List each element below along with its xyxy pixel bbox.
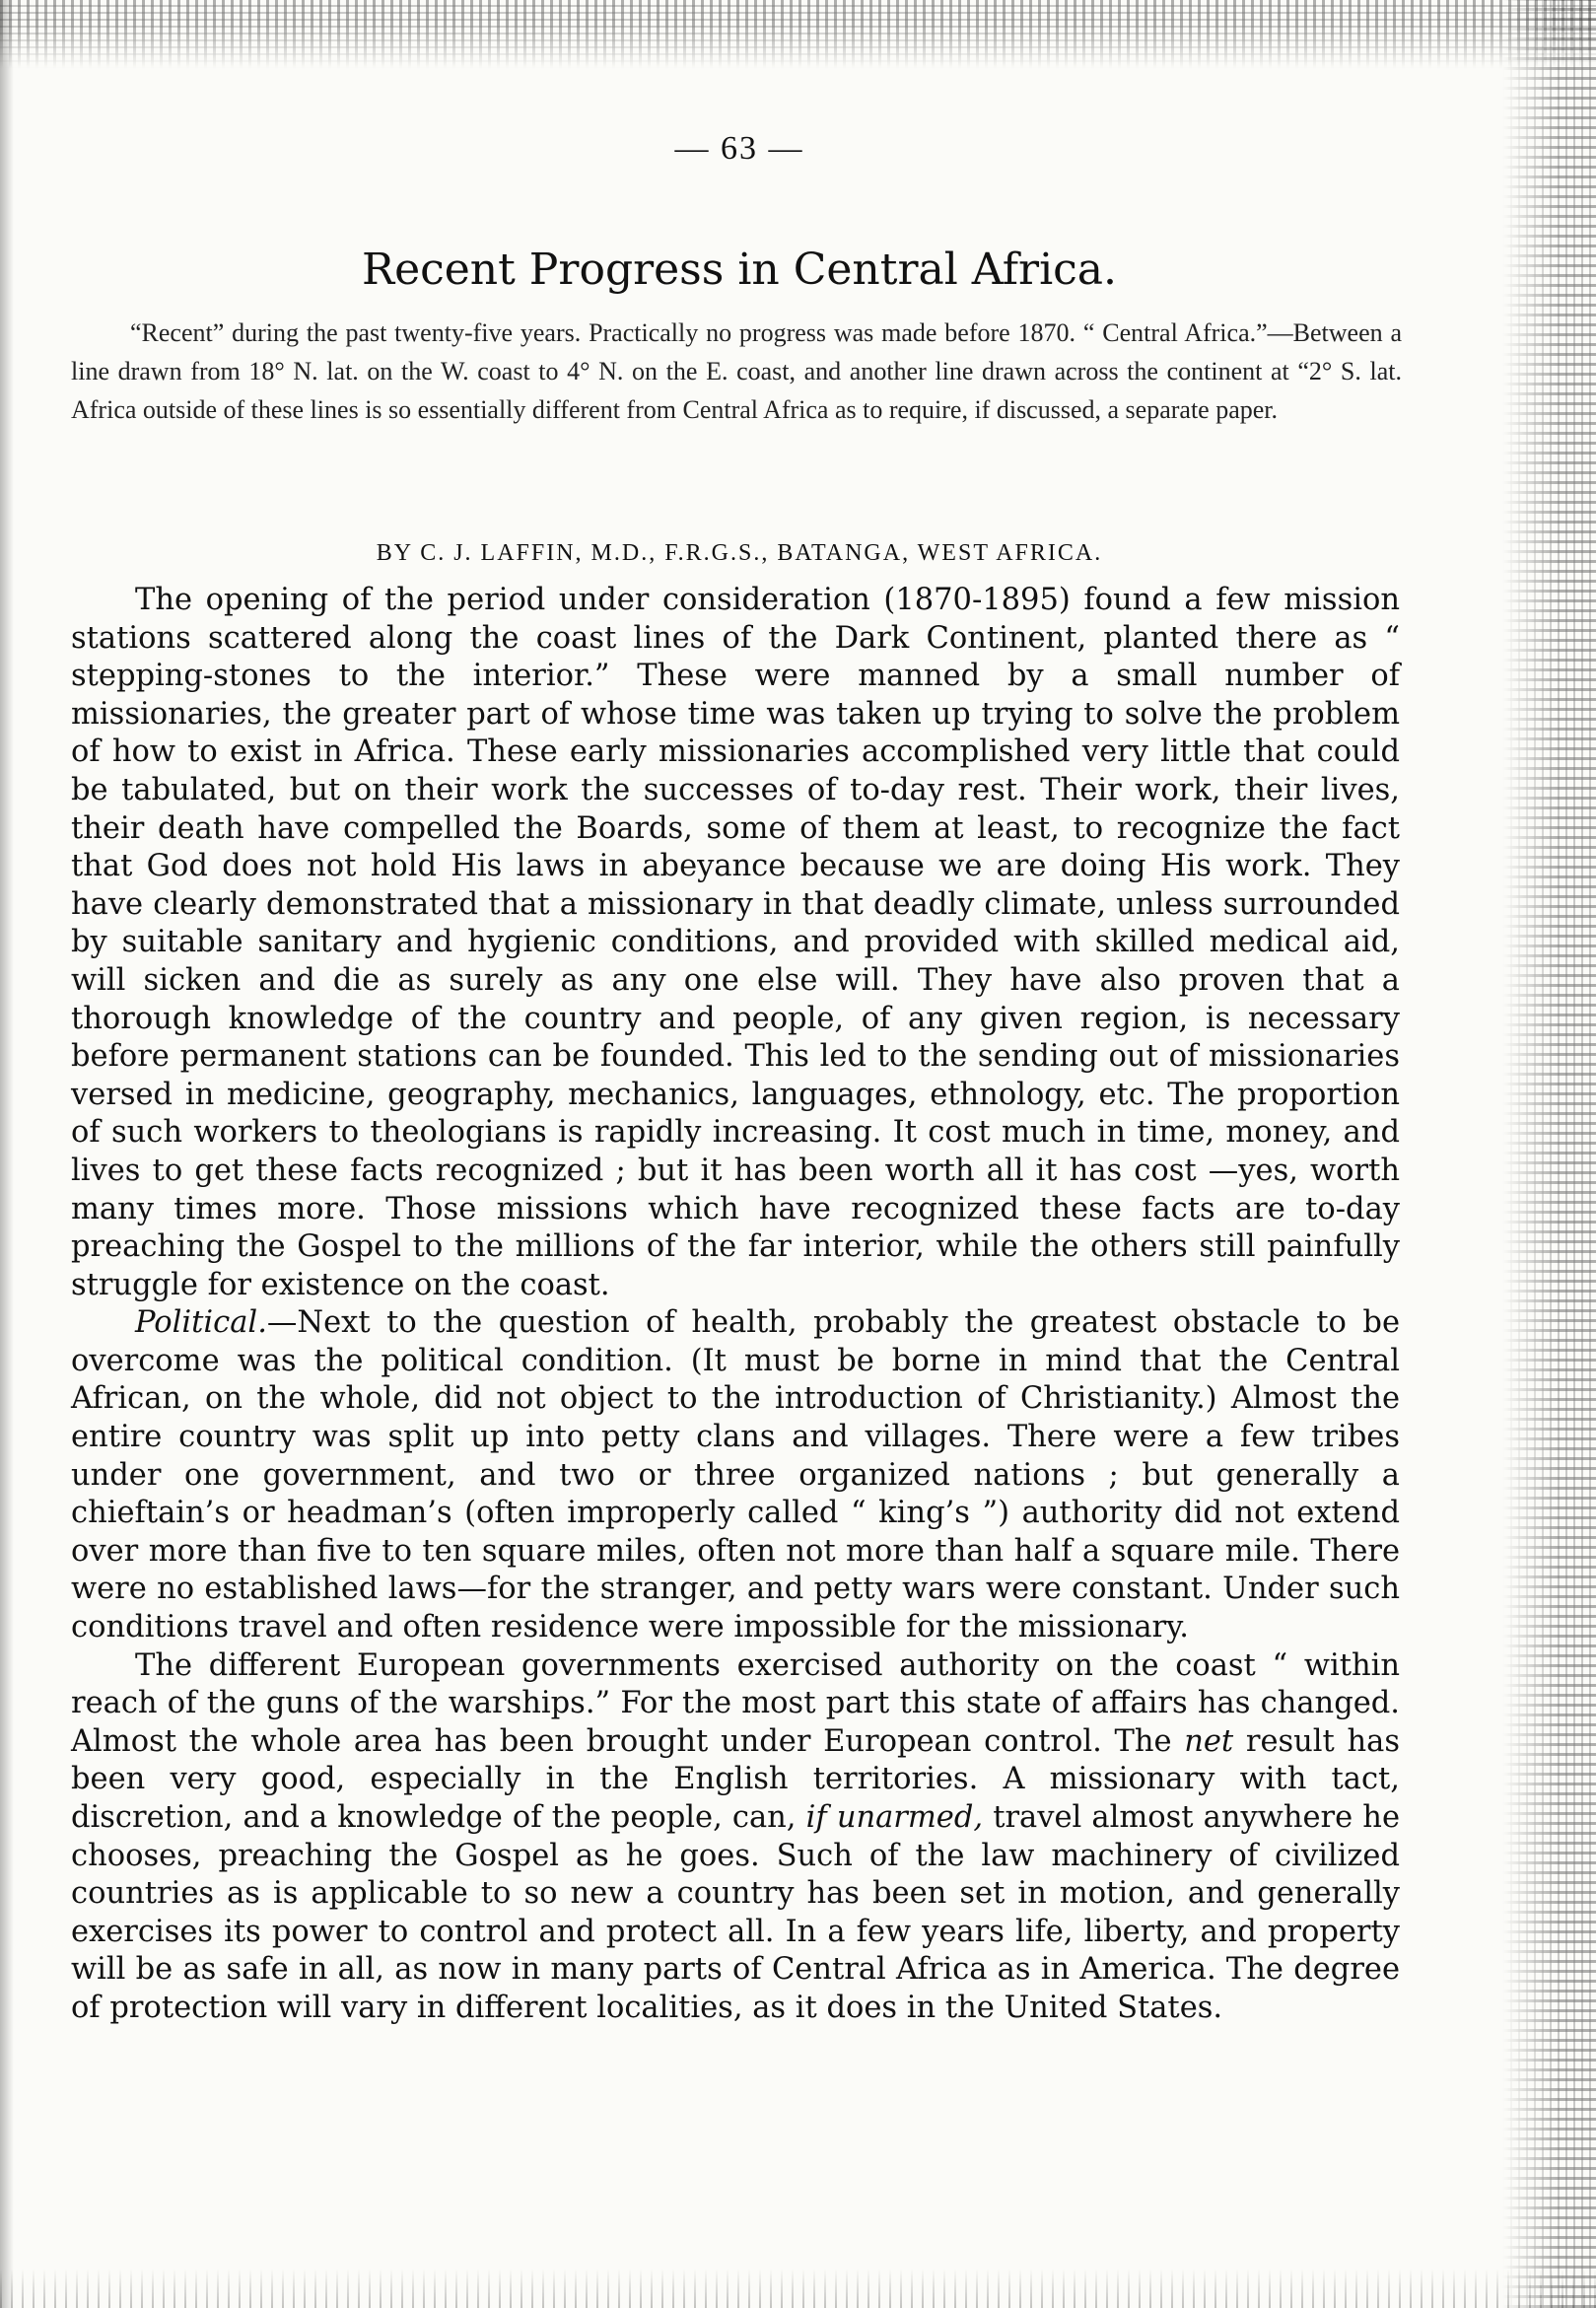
article-body <box>71 582 1400 2028</box>
paragraph-gov-part-1: The different European governments exercised authority on the coast “ within reach of the guns of the warships.” For the most part this state of affairs has changed. Almost the whole area has been brought under European control. The <box>71 1647 1400 1759</box>
paragraph-opening: The opening of the period under consideration (1870-1895) found a few mission stations scattered along the coast lines of the Dark Continent, planted there as “ stepping-stones to the interior.” These were manned by a small number of missionaries, the greater part of whose time was taken up trying to solve the problem of how to exist in Africa. These early missionaries accomplished very little that could be tabulated, but on their work the successes of to-day rest. Their work, their lives, their death have compelled the Boards, some of them at least, to recognize the fact that God does not hold His laws in abeyance because we are doing His work. They have clearly demonstrated that a missionary in that deadly climate, unless surrounded by suitable sanitary and hygienic conditions, and provided with skilled medical aid, will sicken and die as surely as any one else will. They have also proven that a thorough knowledge of the country and people, of any given region, is necessary before permanent stations can be founded. This led to the sending out of missionaries versed in medicine, geography, mechanics, languages, ethnology, etc. The proportion of such workers to theologians is rapidly increasing. It cost much in time, money, and lives to get these facts recognized ; but it has been worth all it has cost —yes, worth many times more. Those missions which have recognized these facts are to-day preaching the Gospel to the millions of the far interior, while the others still painfully struggle for existence on the coast. <box>71 583 1400 1302</box>
paragraph-gov-part-2: result has been very good, especially in the English territories. A missionary with tact, discretion, and a knowledge of the people, can, <box>71 1723 1400 1835</box>
paragraph-gov-part-3: travel almost anywhere he chooses, preaching the Gospel as he goes. Such of the law machinery of civilized countries as is applicable to so new a country has been set in motion, and generally exercises its power to control and protect all. In a few years life, liberty, and property will be as safe in all, as now in many parts of Central Africa as in America. The degree of protection will vary in different localities, as it does in the United States. <box>71 1800 1400 2025</box>
paragraph-political <box>71 1304 1400 1646</box>
scan-edge-right <box>1502 0 1596 2308</box>
emphasis-net: net <box>1184 1723 1234 1759</box>
emphasis-if-unarmed: if unarmed, <box>805 1800 984 1835</box>
scan-edge-bottom <box>0 2269 1596 2308</box>
page-number: — 63 — <box>674 130 804 167</box>
author-byline: BY C. J. LAFFIN, M.D., F.R.G.S., BATANGA, WEST AFRICA. <box>376 540 1103 566</box>
scan-edge-left <box>0 0 14 2308</box>
paragraph-political-text: —Next to the question of health, probably the greatest obstacle to be overcome was the political condition. (It must be borne in mind that the Central African, on the whole, did not object to the introduction of Christianity.) Almost the entire country was split up into petty clans and villages. There were a few tribes under one government, and two or three organized nations ; but generally a chieftain’s or headman’s (often improperly called “ king’s ”) authority did not extend over more than five to ten square miles, often not more than half a square mile. There were no established laws—for the stranger, and petty wars were constant. Under such conditions travel and often residence were impossible for the missionary. <box>71 1305 1400 1645</box>
scan-edge-top <box>0 0 1596 69</box>
section-label-political: Political. <box>135 1305 267 1341</box>
title-definitions: “Recent” during the past twenty-five years. Practically no progress was made before 1870. “ Central Africa.”—Between a line drawn from 18° N. lat. on the W. coast to 4° N. on the E. coast, and another line drawn across the continent at “2° S. lat. Africa outside of these lines is so essentially different from Central Africa as to require, if discussed, a separate paper. <box>71 318 1402 424</box>
paragraph-european-governments <box>71 1647 1400 2028</box>
article-title: Recent Progress in Central Africa. <box>361 245 1118 295</box>
